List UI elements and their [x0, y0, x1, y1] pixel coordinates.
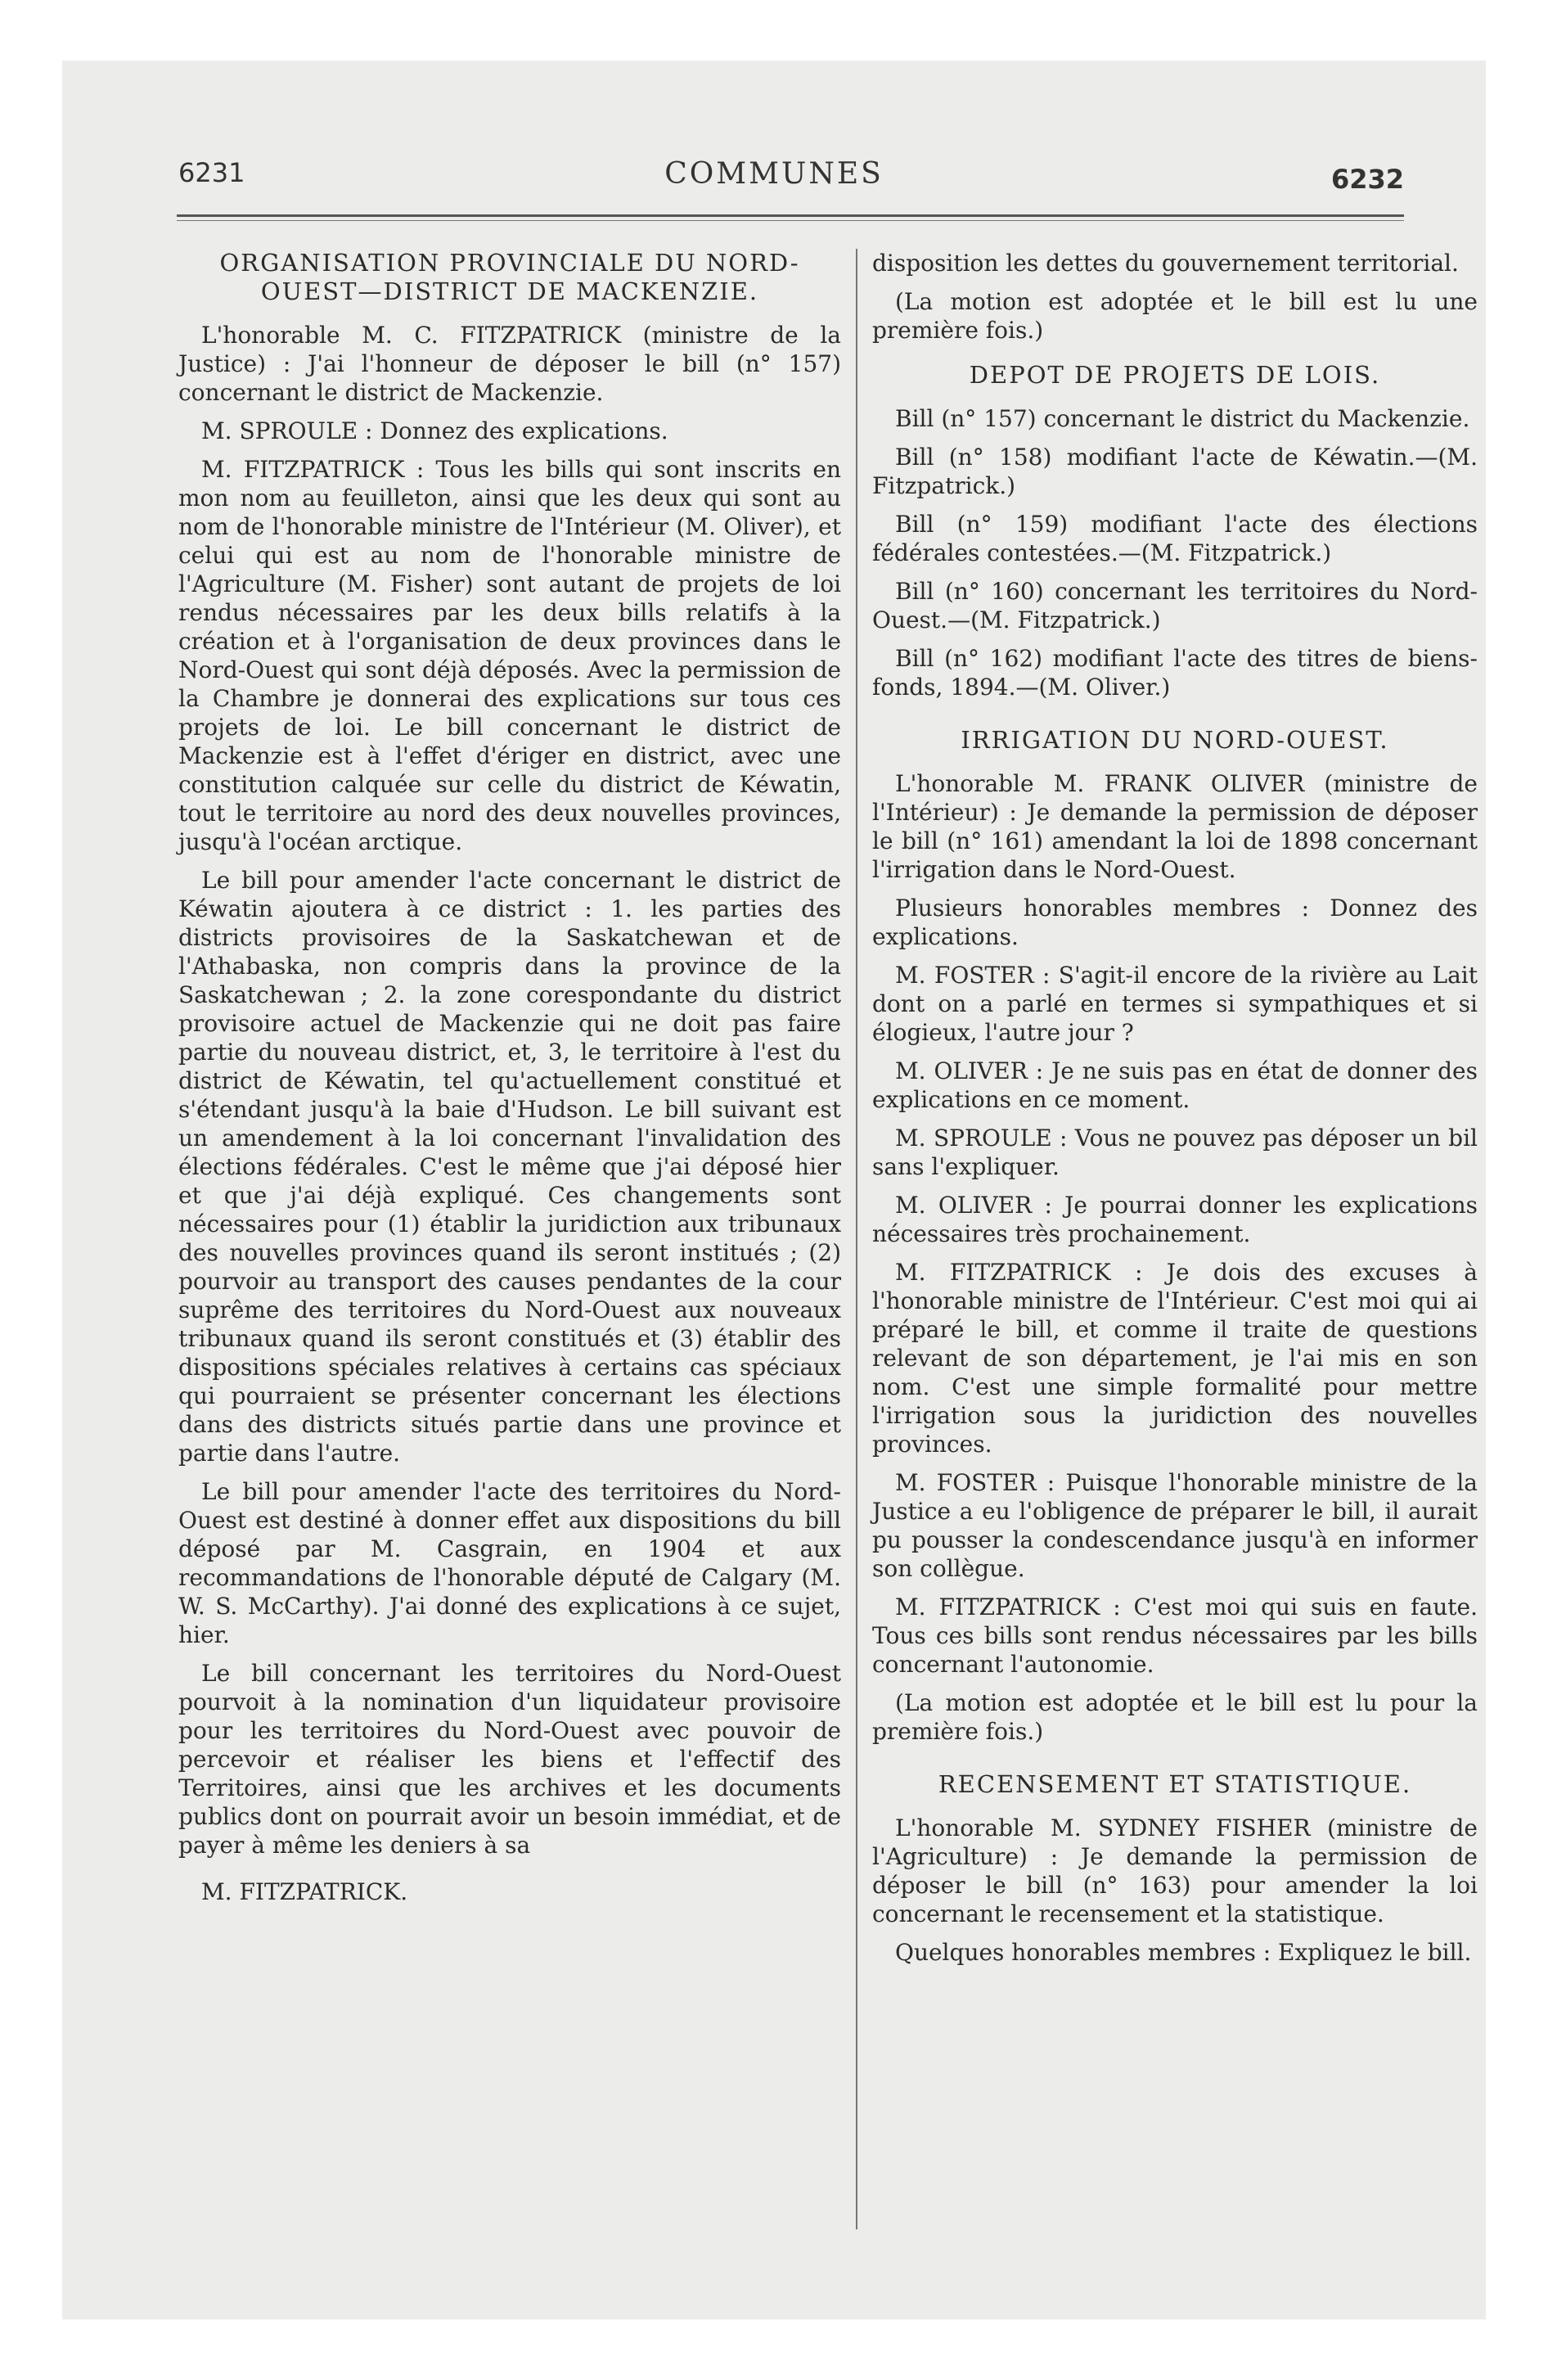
paragraph: M. FITZPATRICK : C'est moi qui suis en faute. Tous ces bills sont rendus nécessaires par les bills concernant l'autonomie.: [872, 1593, 1478, 1678]
paragraph: L'honorable M. C. FITZPATRICK (ministre de la Justice) : J'ai l'honneur de déposer le bill (n° 157) concernant le district de Mackenzie.: [178, 322, 841, 406]
paragraph: Bill (n° 159) modifiant l'acte des élections fédérales contestées.—(M. Fitzpatrick.): [872, 511, 1478, 566]
paragraph: Le bill pour amender l'acte concernant le district de Kéwatin ajoutera à ce district : 1. les parties des districts provisoires de la Saskatchewan et de l'Athabaska, non compris dans la province de la Saskatchewan ; 2. la zone corespondante du district provisoire actuel de Mackenzie qui ne doit pas faire partie du nouveau district, et, 3, le territoire à l'est du district de Kéwatin, tel qu'actuellement constitué et s'étendant jusqu'à la baie d'Hudson. Le bill suivant est un amendement à la loi concernant l'invalidation des élections fédérales. C'est le même que j'ai déposé hier et que j'ai déjà expliqué. Ces changements sont nécessaires pour (1) établir la juridiction aux tribunaux des nouvelles provinces quand ils seront institués ; (2) pourvoir au transport des causes pendantes de la cour suprême des territoires du Nord-Ouest aux nouveaux tribunaux quand ils seront constitués et (3) établir des dispositions spéciales relatives à certains cas spéciaux qui pourraient se présenter concernant les élections dans des districts situés partie dans une province et partie dans l'autre.: [178, 867, 841, 1467]
paragraph: Quelques honorables membres : Expliquez le bill.: [895, 1939, 1472, 1966]
paragraph: M. OLIVER : Je ne suis pas en état de donner des explications en ce moment.: [872, 1057, 1478, 1113]
paragraph: Bill (n° 162) modifiant l'acte des titres de biens-fonds, 1894.—(M. Oliver.): [872, 645, 1478, 701]
scanned-page: [62, 61, 1486, 2319]
paragraph: M. SPROULE : Vous ne pouvez pas déposer un bil sans l'expliquer.: [872, 1125, 1478, 1180]
paragraph: M. FOSTER : Puisque l'honorable ministre de la Justice a eu l'obligence de préparer le bill, il aurait pu pousser la condescendance jusqu'à en informer son collègue.: [872, 1469, 1478, 1582]
paragraph: (La motion est adoptée et le bill est lu une première fois.): [872, 288, 1478, 344]
paragraph: M. OLIVER : Je pourrai donner les explications nécessaires très prochainement.: [872, 1192, 1478, 1247]
paragraph: L'honorable M. FRANK OLIVER (ministre de l'Intérieur) : Je demande la permission de déposer le bill (n° 161) amendant la loi de 1898 concernant l'irrigation dans le Nord-Ouest.: [872, 770, 1478, 883]
paragraph: M. FITZPATRICK : Je dois des excuses à l'honorable ministre de l'Intérieur. C'est moi qui ai préparé le bill, et comme il traite de questions relevant de son département, je l'ai mis en son nom. C'est une simple formalité pour mettre l'irrigation sous la juridiction des nouvelles provinces.: [872, 1259, 1478, 1458]
section-heading-recensement: RECENSEMENT ET STATISTIQUE.: [938, 1770, 1412, 1798]
paragraph: Bill (n° 157) concernant le district du Mackenzie.: [895, 405, 1470, 432]
column-divider: [856, 249, 857, 2229]
paragraph: Le bill pour amender l'acte des territoires du Nord-Ouest est destiné à donner effet aux dispositions du bill déposé par M. Casgrain, en 1904 et aux recommandations de l'honorable député de Calgary (M. W. S. McCarthy). J'ai donné des explications à ce sujet, hier.: [178, 1478, 841, 1648]
section-heading-irrigation: IRRIGATION DU NORD-OUEST.: [961, 726, 1389, 754]
paragraph: (La motion est adoptée et le bill est lu pour la première fois.): [872, 1689, 1478, 1745]
paragraph: M. SPROULE : Donnez des explications.: [201, 417, 668, 444]
paragraph: disposition les dettes du gouvernement territorial.: [872, 250, 1459, 277]
speaker-signature: M. FITZPATRICK.: [201, 1878, 408, 1905]
section-heading-mackenzie: ORGANISATION PROVINCIALE DU NORD-OUEST—DISTRICT DE MACKENZIE.: [219, 249, 800, 305]
section-heading-depot: DEPOT DE PROJETS DE LOIS.: [969, 361, 1381, 389]
right-column: [872, 249, 1478, 1977]
paragraph: Plusieurs honorables membres : Donnez des explications.: [872, 895, 1478, 950]
running-title: COMMUNES: [664, 157, 884, 191]
right-page-number: 6232: [1330, 164, 1404, 195]
left-page-number: 6231: [178, 157, 245, 188]
page-header: [62, 157, 1486, 214]
paragraph: M. FITZPATRICK : Tous les bills qui sont inscrits en mon nom au feuilleton, ainsi que les deux qui sont au nom de l'honorable ministre de l'Intérieur (M. Oliver), et celui qui est au nom de l'honorable ministre de l'Agriculture (M. Fisher) sont autant de projets de loi rendus nécessaires par les deux bills relatifs à la création et à l'organisation de deux provinces dans le Nord-Ouest qui sont déjà déposés. Avec la permission de la Chambre je donnerai des explications sur tous ces projets de loi. Le bill concernant le district de Mackenzie est à l'effet d'ériger en district, avec une constitution calquée sur celle du district de Kéwatin, tout le territoire au nord des deux nouvelles provinces, jusqu'à l'océan arctique.: [178, 456, 841, 855]
paragraph: M. FOSTER : S'agit-il encore de la rivière au Lait dont on a parlé en termes si sympathiques et si élogieux, l'autre jour ?: [872, 962, 1478, 1046]
paragraph: Bill (n° 160) concernant les territoires du Nord-Ouest.—(M. Fitzpatrick.): [872, 578, 1478, 633]
left-column: [178, 249, 841, 1916]
paragraph: Le bill concernant les territoires du Nord-Ouest pourvoit à la nomination d'un liquidateur provisoire pour les territoires du Nord-Ouest avec pouvoir de percevoir et réaliser les biens et l'effectif des Territoires, ainsi que les archives et les documents publics dont on pourrait avoir un besoin immédiat, et de payer à même les deniers à sa: [178, 1660, 841, 1859]
header-rule: [177, 214, 1404, 221]
paragraph: Bill (n° 158) modifiant l'acte de Kéwatin.—(M. Fitzpatrick.): [872, 444, 1478, 499]
paragraph: L'honorable M. SYDNEY FISHER (ministre de l'Agriculture) : Je demande la permission de déposer le bill (n° 163) pour amender la loi concernant le recensement et la statistique.: [872, 1814, 1478, 1927]
